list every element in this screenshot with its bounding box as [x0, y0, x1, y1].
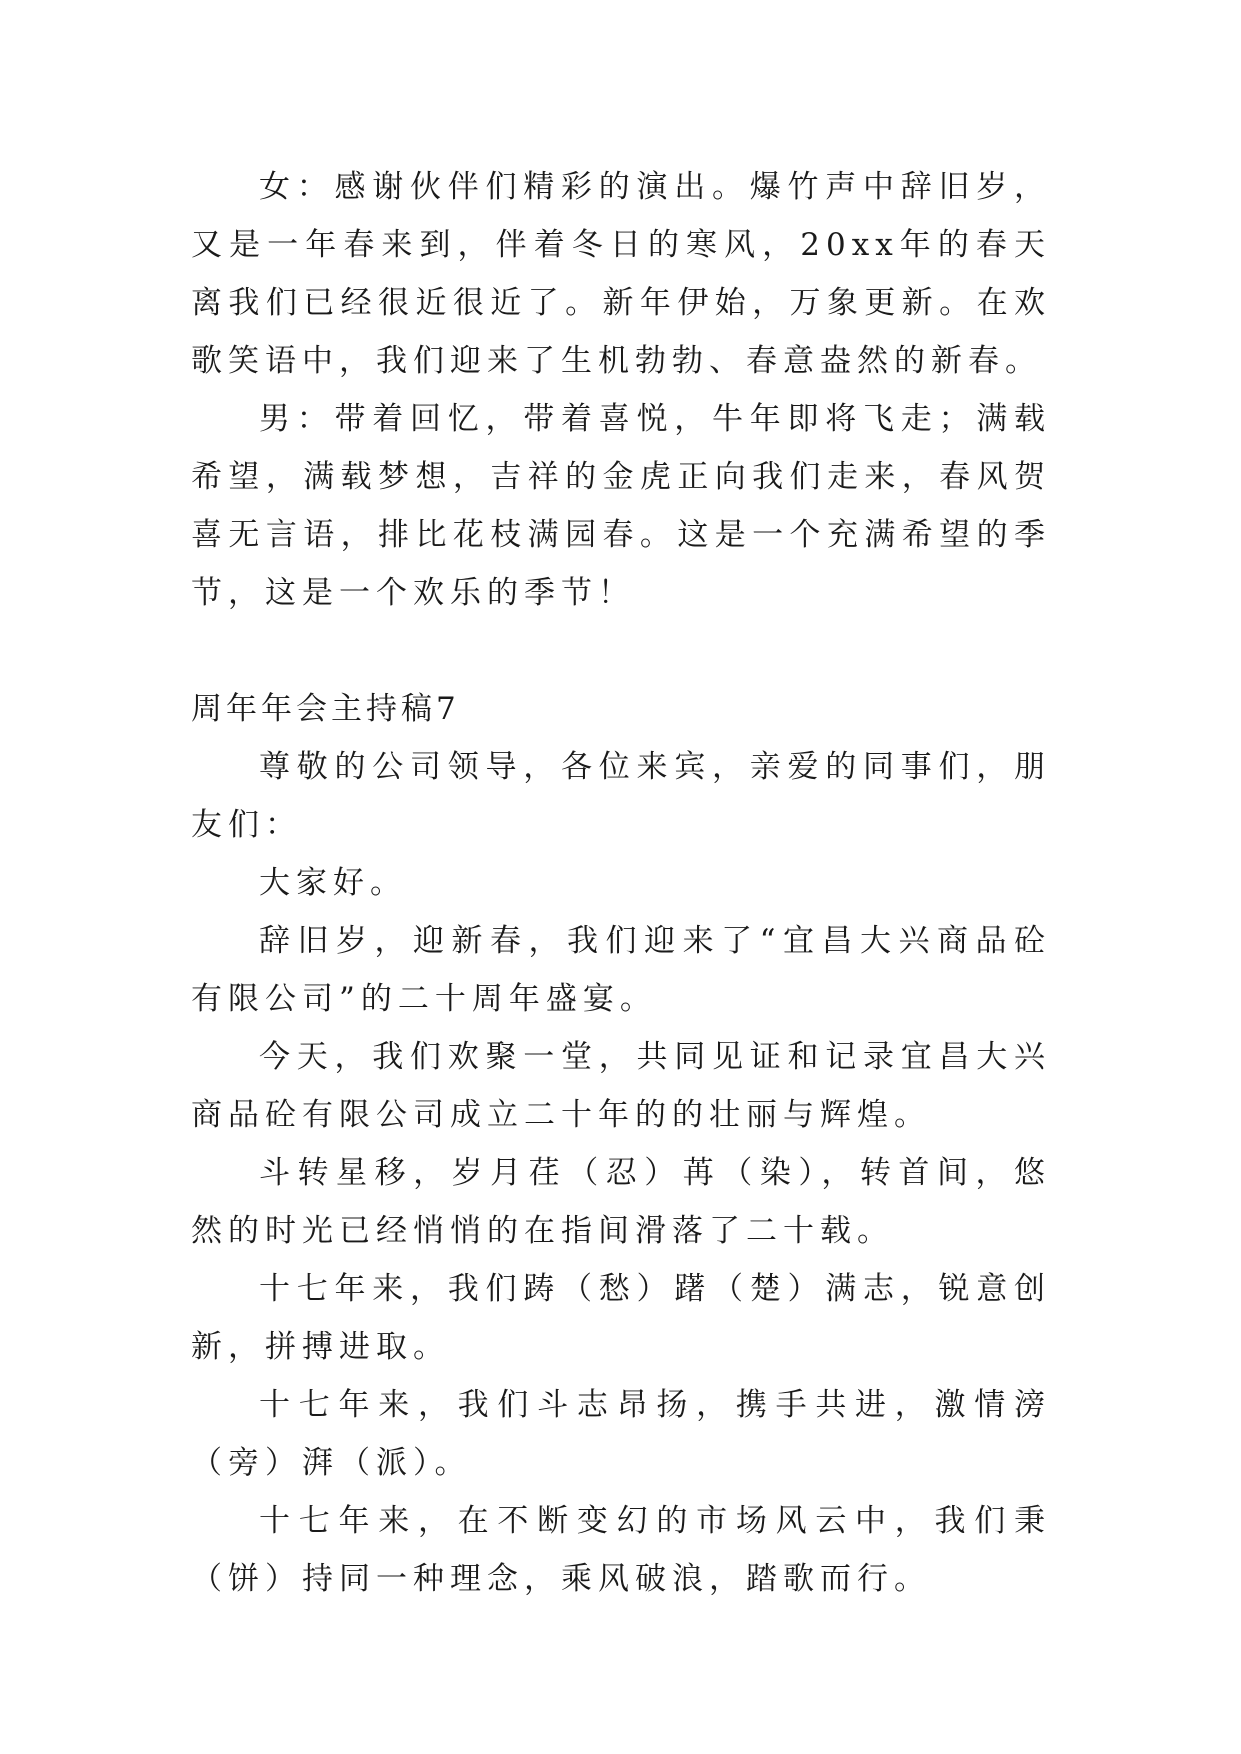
- paragraph-new-year: 辞旧岁，迎新春，我们迎来了“宜昌大兴商品砼有限公司”的二十周年盛宴。: [191, 923, 1051, 1017]
- paragraph-greeting: 尊敬的公司领导，各位来宾，亲爱的同事们，朋友们：: [191, 749, 1051, 843]
- paragraph-male-host: 男：带着回忆，带着喜悦，牛年即将飞走；满载希望，满载梦想，吉祥的金虎正向我们走来，春风贺喜无言语，排比花枝满园春。这是一个充满希望的季节，这是一个欢乐的季节！: [191, 401, 1051, 611]
- document-body: [191, 158, 1051, 1608]
- section-heading: 周年年会主持稿7: [191, 691, 460, 727]
- paragraph-ambition: 十七年来，我们踌（愁）躇（楚）满志，锐意创新，拼搏进取。: [191, 1271, 1051, 1365]
- paragraph-time-passing: 斗转星移，岁月荏（忍）苒（染），转首间，悠然的时光已经悄悄的在指间滑落了二十载。: [191, 1155, 1051, 1249]
- paragraph-gathering: 今天，我们欢聚一堂，共同见证和记录宜昌大兴商品砼有限公司成立二十年的的壮丽与辉煌。: [191, 1039, 1051, 1133]
- paragraph-spirit: 十七年来，我们斗志昂扬，携手共进，激情滂（旁）湃（派）。: [191, 1387, 1051, 1481]
- paragraph-female-host: 女：感谢伙伴们精彩的演出。爆竹声中辞旧岁，又是一年春来到，伴着冬日的寒风，20xx年的春天离我们已经很近很近了。新年伊始，万象更新。在欢歌笑语中，我们迎来了生机勃勃、春意盎然的新春。: [191, 169, 1051, 379]
- paragraph-hello: 大家好。: [259, 865, 407, 901]
- paragraph-philosophy: 十七年来，在不断变幻的市场风云中，我们秉（饼）持同一种理念，乘风破浪，踏歌而行。: [191, 1503, 1051, 1597]
